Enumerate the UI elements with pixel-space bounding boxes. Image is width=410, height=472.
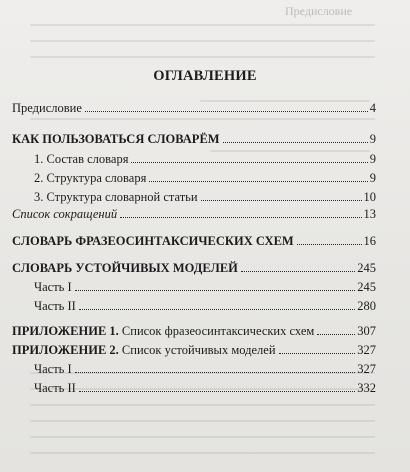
running-head: Предисловие	[285, 4, 353, 18]
leader-dots	[279, 353, 356, 354]
page-title: ОГЛАВЛЕНИЕ	[153, 68, 257, 84]
leader-dots	[297, 244, 362, 245]
leader-dots	[79, 391, 355, 392]
toc-entry-label: Список сокращений	[12, 207, 118, 221]
toc-entry-appendix-part-2[interactable]	[34, 380, 376, 396]
toc-entry-appendix-part-1[interactable]	[34, 361, 376, 377]
toc-entry-label: КАК ПОЛЬЗОВАТЬСЯ СЛОВАРЁМ	[12, 132, 220, 146]
toc-page-number: 9	[369, 171, 376, 185]
toc-entry-label: СЛОВАРЬ ФРАЗЕОСИНТАКСИЧЕСКИХ СХЕМ	[12, 234, 294, 248]
toc-page-number: 9	[369, 132, 376, 146]
toc-page-number: 245	[357, 261, 376, 275]
toc-entry-article-structure[interactable]	[34, 189, 376, 205]
toc-page-number: 332	[357, 381, 376, 395]
leader-dots	[241, 271, 355, 272]
leader-dots	[120, 217, 361, 218]
leader-dots	[75, 290, 356, 291]
leader-dots	[85, 111, 368, 112]
toc-entry-label: СЛОВАРЬ УСТОЙЧИВЫХ МОДЕЛЕЙ	[12, 261, 238, 275]
leader-dots	[131, 162, 367, 163]
toc-entry-label	[12, 342, 278, 358]
toc-entry-label: 3. Структура словарной статьи	[34, 190, 198, 204]
toc-entry-label: Часть II	[34, 299, 76, 313]
toc-page-number: 4	[369, 101, 376, 115]
appendix-number: ПРИЛОЖЕНИЕ 2.	[12, 343, 119, 357]
leader-dots	[317, 334, 355, 335]
toc-page-number: 307	[357, 324, 376, 338]
toc-page-number: 9	[369, 152, 376, 166]
leader-dots	[79, 309, 355, 310]
toc-page-number: 16	[363, 234, 376, 248]
toc-appendix-1[interactable]	[12, 323, 376, 339]
toc-entry-composition[interactable]	[34, 151, 376, 167]
toc-page-number: 245	[357, 280, 376, 294]
leader-dots	[149, 181, 367, 182]
toc-entry-label	[12, 323, 316, 339]
toc-entry-part-2[interactable]	[34, 298, 376, 314]
toc-entry-label: Часть II	[34, 381, 76, 395]
toc-appendix-2[interactable]	[12, 342, 376, 358]
toc-entry-label: Предисловие	[12, 101, 82, 115]
toc-entry-label: Часть I	[34, 280, 72, 294]
toc-entry-structure[interactable]	[34, 170, 376, 186]
toc-page-number: 327	[357, 343, 376, 357]
toc-page-number: 10	[363, 190, 376, 204]
appendix-number: ПРИЛОЖЕНИЕ 1.	[12, 324, 119, 338]
toc-section-stable-models-dictionary[interactable]	[12, 260, 376, 276]
toc-page-number: 13	[363, 207, 376, 221]
toc-section-how-to-use[interactable]	[12, 131, 376, 147]
toc-entry-preface[interactable]	[12, 100, 376, 116]
leader-dots	[223, 142, 368, 143]
toc-page-number: 280	[357, 299, 376, 313]
appendix-title: Список устойчивых моделей	[118, 343, 276, 357]
toc-entry-label: 2. Структура словаря	[34, 171, 147, 185]
toc-page-number: 327	[357, 362, 376, 376]
toc-entry-abbreviations[interactable]	[12, 206, 376, 222]
toc-entry-label: 1. Состав словаря	[34, 152, 129, 166]
toc-entry-part-1[interactable]	[34, 279, 376, 295]
leader-dots	[75, 372, 356, 373]
appendix-title: Список фразеосинтаксических схем	[118, 324, 315, 338]
toc-section-phraseosyntactic-dictionary[interactable]	[12, 233, 376, 249]
leader-dots	[201, 200, 362, 201]
toc-entry-label: Часть I	[34, 362, 72, 376]
